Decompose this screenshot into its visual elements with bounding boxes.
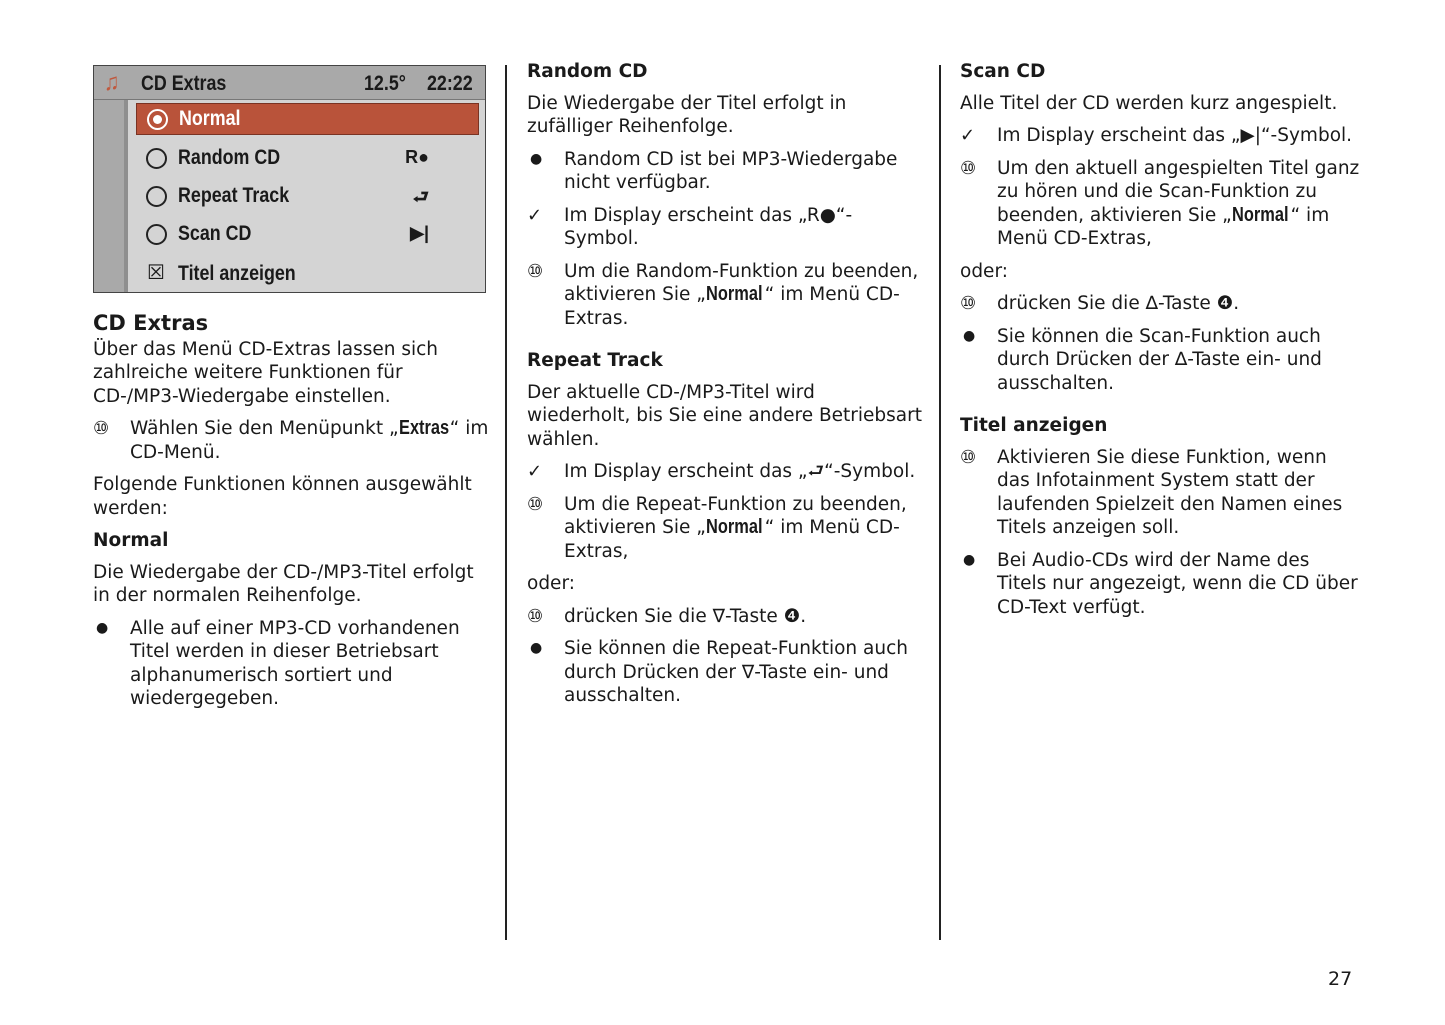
text-run: Im Display erscheint das „R●“-Symbol.: [564, 204, 853, 249]
text: [997, 550, 1358, 618]
text: [527, 93, 846, 138]
display-mode-symbol-icon: ▶|: [410, 223, 429, 243]
column-2: [527, 60, 922, 717]
text: [564, 149, 897, 194]
action-hand-icon: ⑩: [960, 446, 977, 468]
cd-extras-display-illustration: [93, 65, 486, 293]
text-run: oder:: [960, 260, 1008, 282]
spacer: [960, 404, 1360, 414]
section-heading: [960, 414, 1360, 438]
spacer: [527, 339, 922, 349]
action-hand-icon: ⑩: [527, 260, 544, 282]
display-menu-label: Titel anzeigen: [178, 262, 296, 285]
section-heading: [93, 529, 493, 553]
text-run: drücken Sie die ∇-Taste ❹.: [564, 605, 807, 627]
text: [130, 418, 488, 463]
text-run: Random CD ist bei MP3-Wiedergabe nicht verfügbar.: [564, 148, 898, 193]
text-run: “ im Menü CD-Extras.: [564, 284, 900, 329]
text: [960, 93, 1337, 114]
instruction-item: [527, 260, 922, 331]
text: [93, 474, 472, 519]
text-run: Über das Menü CD-Extras lassen sich zahlreiche weitere Funktionen für CD-/MP3-Wiedergabe einstellen.: [93, 338, 439, 407]
column-divider: [505, 65, 507, 940]
text-run: Der aktuelle CD-/MP3-Titel wird wiederholt, bis Sie eine andere Betriebsart wählen.: [527, 381, 922, 450]
display-header: [94, 66, 485, 100]
text: [130, 618, 460, 710]
instruction-item: [960, 549, 1360, 620]
bold-term: Normal: [1231, 203, 1289, 226]
display-menu-label: Random CD: [178, 146, 281, 169]
text-run: Im Display erscheint das „▶|“-Symbol.: [997, 125, 1353, 146]
text-run: drücken Sie die ∆-Taste ❹.: [997, 293, 1240, 314]
bold-term: Normal: [705, 516, 763, 538]
text: [997, 293, 1239, 314]
text-run: Wählen Sie den Menüpunkt „: [130, 418, 399, 439]
text-run: Sie können die Repeat-Funktion auch durch Drücken der ∇-Taste ein- und ausschalten.: [564, 638, 908, 706]
text-run: Um die Repeat-Funktion zu beenden, aktivieren Sie „: [564, 493, 907, 538]
text-run: Titel anzeigen: [960, 415, 1108, 436]
display-mode-symbol-icon: ⮐: [412, 187, 429, 207]
instruction-item: [960, 124, 1360, 148]
instruction-item: [527, 460, 922, 484]
radio-icon: [146, 224, 167, 245]
paragraph: [527, 92, 922, 139]
text-run: Im Display erscheint das „⮐“-Symbol.: [564, 461, 916, 482]
instruction-item: [960, 157, 1360, 251]
bold-term: Extras: [398, 417, 449, 439]
text: [960, 61, 1045, 82]
radio-icon: [146, 186, 167, 207]
text-run: Die Wiedergabe der CD-/MP3-Titel erfolgt in der normalen Reihenfolge.: [93, 561, 474, 606]
bullet-icon: ●: [530, 640, 543, 656]
text: [997, 158, 1359, 250]
instruction-item: [527, 148, 922, 195]
music-note-icon: ♫: [104, 69, 120, 96]
column-divider: [939, 65, 941, 940]
instruction-item: [93, 617, 493, 711]
action-hand-icon: ⑩: [527, 493, 544, 515]
text: [93, 562, 474, 607]
display-temperature: 12.5°: [364, 72, 406, 95]
text: [564, 494, 907, 562]
text: [997, 326, 1322, 394]
text: [997, 447, 1342, 539]
paragraph: [93, 473, 493, 520]
check-icon: ✓: [527, 461, 543, 482]
instruction-item: [527, 637, 922, 708]
action-hand-icon: ⑩: [960, 293, 977, 314]
display-left-bar: [94, 100, 128, 292]
text: [527, 350, 663, 371]
display-title: CD Extras: [141, 72, 227, 95]
text: [93, 339, 438, 407]
paragraph: [93, 561, 493, 608]
column-1: [93, 312, 493, 720]
text-run: “ im Menü CD-Extras,: [997, 204, 1330, 249]
text-run: Folgende Funktionen können ausgewählt werden:: [93, 474, 472, 519]
action-hand-icon: ⑩: [960, 157, 977, 179]
display-menu-item: [136, 143, 479, 173]
instruction-item: [960, 325, 1360, 396]
page-number: 27: [1328, 968, 1353, 990]
instruction-item: [93, 417, 493, 464]
text: [527, 382, 922, 450]
bullet-icon: ●: [963, 551, 976, 568]
display-menu-label: Repeat Track: [178, 184, 290, 207]
text: [960, 415, 1107, 436]
paragraph: [527, 381, 922, 452]
text-run: Scan CD: [960, 61, 1046, 82]
bullet-icon: ●: [96, 619, 109, 636]
column-3: [960, 60, 1360, 628]
text: [527, 573, 575, 594]
text-run: Die Wiedergabe der Titel erfolgt in zufälliger Reihenfolge.: [527, 92, 847, 137]
display-time: 22:22: [427, 72, 473, 95]
text-run: oder:: [527, 573, 575, 594]
action-hand-icon: ⑩: [527, 605, 544, 627]
bold-term: Normal: [705, 283, 763, 305]
instruction-item: [527, 493, 922, 564]
text: [564, 638, 908, 706]
text-run: CD Extras: [93, 311, 209, 335]
checkbox-checked-icon: ☒: [147, 262, 165, 284]
text-run: Alle Titel der CD werden kurz angespielt.: [960, 92, 1338, 114]
section-heading: [960, 60, 1360, 84]
text: [93, 530, 168, 551]
display-menu-item: [136, 259, 479, 289]
bullet-icon: ●: [530, 150, 543, 167]
bullet-icon: ●: [963, 327, 976, 344]
radio-selected-icon: [147, 109, 168, 130]
section-heading: [527, 60, 922, 84]
display-menu-item: [136, 219, 479, 249]
display-menu-label: Scan CD: [178, 222, 252, 245]
text: [564, 261, 918, 329]
text-run: Alle auf einer MP3-CD vorhandenen Titel werden in dieser Betriebsart alphanumerisch sortiert und wiedergegeben.: [130, 617, 460, 709]
check-icon: ✓: [527, 204, 543, 226]
text: [93, 311, 208, 335]
section-heading: [527, 349, 922, 373]
text: [997, 125, 1352, 146]
text: [564, 606, 806, 627]
text-run: Repeat Track: [527, 350, 663, 371]
text-run: Um den aktuell angespielten Titel ganz zu hören und die Scan-Funktion zu beenden, aktivieren Sie „: [997, 157, 1360, 226]
instruction-item: [960, 446, 1360, 540]
text-run: Normal: [93, 530, 169, 551]
text: [564, 461, 915, 482]
text: [527, 61, 648, 82]
instruction-item: [527, 204, 922, 251]
text-run: Um die Random-Funktion zu beenden, aktivieren Sie „: [564, 260, 919, 305]
check-icon: ✓: [960, 125, 976, 146]
instruction-item: [527, 605, 922, 629]
paragraph: [527, 572, 922, 596]
radio-icon: [146, 148, 167, 169]
paragraph: [960, 260, 1360, 284]
display-mode-symbol-icon: R●: [405, 147, 429, 167]
text-run: Bei Audio-CDs wird der Name des Titels nur angezeigt, wenn die CD über CD-Text verfügt.: [997, 549, 1358, 618]
text-run: “ im CD-Menü.: [130, 418, 489, 463]
text-run: Sie können die Scan-Funktion auch durch Drücken der ∆-Taste ein- und ausschalten.: [997, 325, 1322, 394]
action-hand-icon: ⑩: [93, 418, 110, 439]
paragraph: [960, 92, 1360, 116]
paragraph: [93, 338, 493, 409]
instruction-item: [960, 292, 1360, 316]
display-menu-item: [136, 181, 479, 211]
text-run: Aktivieren Sie diese Funktion, wenn das Infotainment System statt der laufenden Spielzeit den Namen eines Titels anzeigen soll.: [997, 446, 1343, 538]
display-menu-item: [136, 103, 479, 135]
text-run: Random CD: [527, 61, 648, 82]
text-run: “ im Menü CD-Extras,: [564, 517, 900, 562]
section-heading: [93, 312, 493, 336]
display-menu-label: Normal: [179, 107, 241, 130]
text: [960, 261, 1008, 282]
text: [564, 205, 852, 250]
